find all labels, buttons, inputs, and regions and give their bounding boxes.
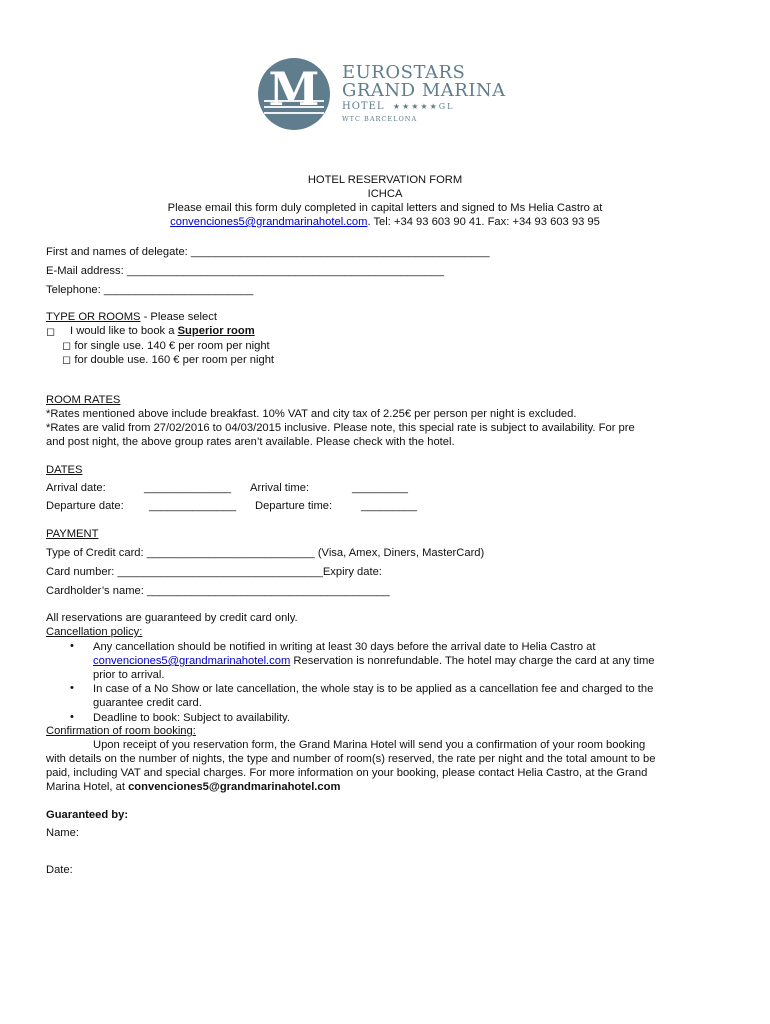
bullet-icon: •: [70, 711, 74, 723]
cancellation-rule-1: Any cancellation should be notified in writing at least 30 days before the arrival date to Helia Castro at convenciones5@grandmarinahotel.com Reservation is nonrefundable. The hotel may charge the card at any time prior to arrival.: [93, 641, 655, 681]
logo-emblem: [258, 58, 330, 130]
room-checkbox[interactable]: ◻: [46, 326, 56, 338]
form-instruction: Please email this form duly completed in capital letters and signed to Ms Helia Castro at: [167, 202, 603, 214]
email-address-field: E-Mail address: ___________________________________________________: [46, 265, 445, 277]
departure-date-label: Departure date:: [46, 500, 124, 512]
confirmation-heading: Confirmation of room booking:: [46, 725, 196, 737]
rates-note-2: *Rates are valid from 27/02/2016 to 04/03/2015 inclusive. Please note, this special rate is subject to availability. For pre: [46, 422, 635, 434]
card-number-field: Card number: _________________________________Expiry date:: [46, 566, 382, 578]
rates-note-1: *Rates mentioned above include breakfast. 10% VAT and city tax of 2.25€ per person per night is excluded.: [46, 408, 577, 420]
room-type-heading: TYPE OR ROOMS - Please select: [46, 311, 217, 323]
arrival-date-blank: ______________: [144, 482, 232, 494]
double-use-option[interactable]: ◻ for double use. 160 € per room per night: [62, 354, 275, 366]
logo-letter: M: [268, 62, 320, 116]
event-name: ICHCA: [367, 188, 403, 200]
guarantee-note: All reservations are guaranteed by credit card only.: [46, 612, 298, 624]
confirmation-text-3: paid, including VAT and special charges. For more information on your booking, please contact Helia Castro, at the Grand: [46, 767, 648, 779]
delegate-name-field: First and names of delegate: ________________________________________________: [46, 246, 490, 258]
hotel-logo: [258, 58, 528, 130]
single-use-option[interactable]: ◻ for single use. 140 € per room per night: [62, 340, 270, 352]
date-label: Date:: [46, 864, 73, 876]
departure-time-blank: _________: [361, 500, 417, 512]
email-link[interactable]: convenciones5@grandmarinahotel.com: [93, 655, 291, 667]
contact-email[interactable]: convenciones5@grandmarinahotel.com: [128, 781, 341, 793]
form-title: HOTEL RESERVATION FORM: [307, 174, 463, 186]
rates-note-2-cont: and post night, the above group rates aren’t available. Please check with the hotel.: [46, 436, 455, 448]
superior-room-label: Superior room: [177, 325, 255, 337]
confirmation-text-2: with details on the number of nights, the type and number of room(s) reserved, the rate per night and the total amount to be: [46, 753, 656, 765]
telephone-field: Telephone: ________________________: [46, 284, 254, 296]
room-rates-heading: ROOM RATES: [46, 394, 121, 406]
arrival-time-blank: _________: [352, 482, 408, 494]
deadline-rule: Deadline to book: Subject to availability.: [93, 712, 290, 724]
arrival-date-label: Arrival date:: [46, 482, 106, 494]
confirmation-text-1: Upon receipt of you reservation form, the Grand Marina Hotel will send you a confirmation of your room booking: [93, 739, 646, 751]
cardholder-field: Cardholder’s name: _______________________________________: [46, 585, 390, 597]
card-type-field: Type of Credit card: ___________________________ (Visa, Amex, Diners, MasterCard): [46, 547, 485, 559]
cancellation-heading: Cancellation policy:: [46, 626, 143, 638]
name-label: Name:: [46, 827, 79, 839]
star-rating: ★★★★★GL: [392, 102, 455, 111]
logo-wordmark: EUROSTARS GRAND MARINA HOTEL ★★★★★GL WTC BARCELONA: [342, 62, 506, 123]
departure-date-blank: ______________: [149, 500, 237, 512]
payment-heading: PAYMENT: [46, 528, 99, 540]
guaranteed-by-heading: Guaranteed by:: [46, 809, 129, 821]
cancellation-rule-2: In case of a No Show or late cancellation, the whole stay is to be applied as a cancellation fee and charged to the guarantee credit card.: [93, 683, 654, 709]
book-room-option: I would like to book a Superior room: [70, 325, 255, 337]
contact-line: convenciones5@grandmarinahotel.com. Tel: +34 93 603 90 41. Fax: +34 93 603 93 95: [170, 216, 600, 228]
dates-heading: DATES: [46, 464, 83, 476]
departure-time-label: Departure time:: [255, 500, 333, 512]
bullet-icon: •: [70, 682, 74, 694]
bullet-icon: •: [70, 640, 74, 652]
confirmation-text-4: Marina Hotel, at convenciones5@grandmarinahotel.com: [46, 781, 341, 793]
arrival-time-label: Arrival time:: [250, 482, 310, 494]
email-link[interactable]: convenciones5@grandmarinahotel.com: [170, 216, 368, 228]
